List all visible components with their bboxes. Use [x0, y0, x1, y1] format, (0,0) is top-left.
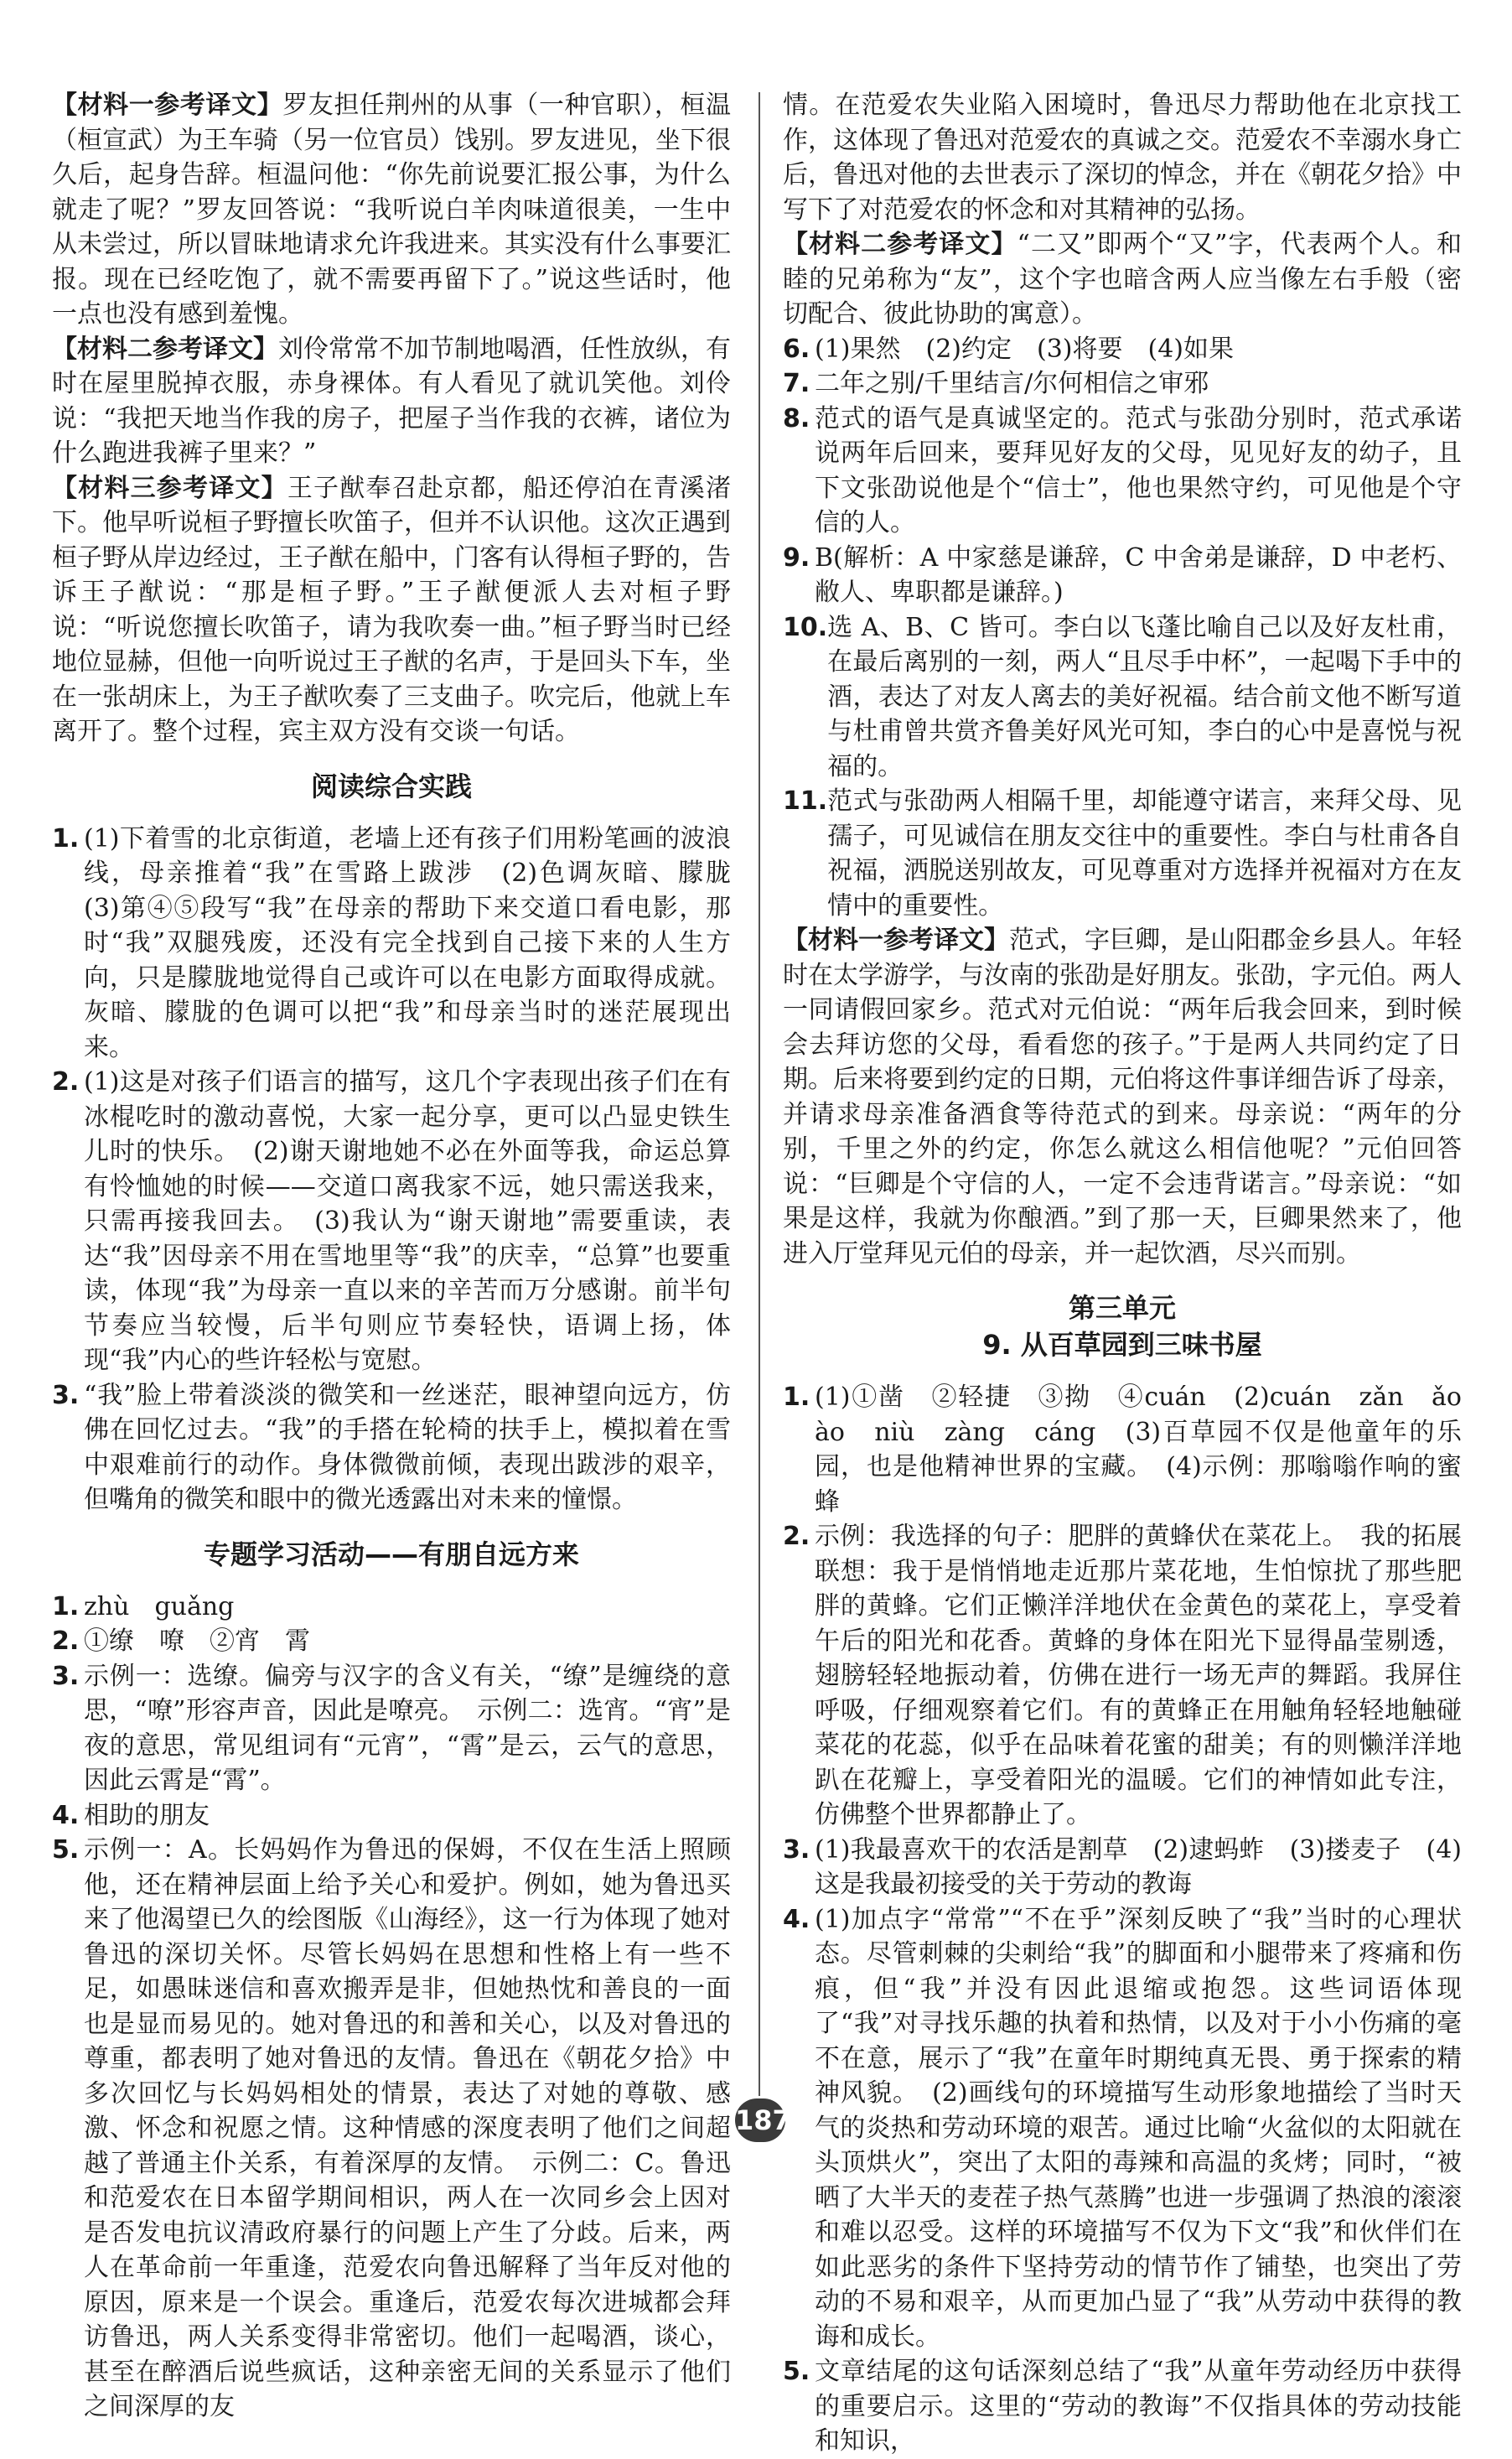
answer-number: 3. [52, 1380, 80, 1410]
answer-text: 二年之别/千里结言/尔何相信之审邪 [815, 369, 1209, 398]
lesson-title: 9. 从百草园到三味书屋 [982, 1329, 1262, 1361]
answer-item [52, 1065, 731, 1378]
answer-number: 4. [783, 1904, 810, 1934]
answer-text: zhù guǎng [84, 1591, 235, 1621]
material-two-translation [52, 332, 731, 471]
answer-number: 2. [52, 1626, 80, 1656]
answer-text: “我”脸上带着淡淡的微笑和一丝迷茫，眼神望向远方，仿佛在回忆过去。“我”的手搭在轮椅的扶手上，模拟着在雪中艰难前行的动作。身体微微前倾，表现出跋涉的艰辛，但嘴角的微笑和眼中的微光透露出对未来的憧憬。 [84, 1380, 731, 1514]
answer-text: ①缭 嘹 ②宵 霄 [84, 1626, 310, 1656]
answer-text: 文章结尾的这句话深刻总结了“我”从童年劳动经历中获得的重要启示。这里的“劳动的教诲”不仅指具体的劳动技能和知识， [815, 2357, 1462, 2456]
answer-item [52, 1659, 731, 1798]
answer-number: 1. [52, 1591, 80, 1621]
answer-text: (1)①凿 ②轻捷 ③拗 ④cuán (2)cuán zǎn ǎo ào niù zàng cáng (3)百草园不仅是他童年的乐园，也是他精神世界的宝藏。 (4)示例：那嗡嗡作响的蜜蜂 [815, 1383, 1487, 1517]
continued-text: 情。在范爱农失业陷入困境时，鲁迅尽力帮助他在北京找工作，这体现了鲁迅对范爱农的真诚之交。范爱农不幸溺水身亡后，鲁迅对他的去世表示了深切的悼念，并在《朝花夕拾》中写下了对范爱农的怀念和对其精神的弘扬。 [783, 91, 1462, 225]
answer-item [52, 822, 756, 1066]
material-tag: 【材料二参考译文】 [52, 334, 278, 364]
answer-item [783, 402, 1462, 541]
answer-item [52, 1624, 731, 1659]
answer-item [783, 541, 1462, 610]
answer-number: 5. [783, 2357, 810, 2386]
section-title-thematic-activity: 专题学习活动——有朋自远方来 [203, 1538, 579, 1570]
answer-number: 5. [52, 1835, 80, 1865]
answer-text: 相助的朋友 [84, 1800, 210, 1830]
answer-text: (1)加点字“常常”“不在乎”深刻反映了“我”当时的心理状态。尽管刺棘的尖刺给“我”的脚面和小腿带来了疼痛和伤痕，但“我”并没有因此退缩或抱怨。这些词语体现了“我”对寻找乐趣的执着和热情，以及对于小小伤痛的毫不在意，展示了“我”在童年时期纯真无畏、勇于探索的精神风貌。 (2)画线句的环境描写生动形象地描绘了当时天气的炎热和劳动环境的艰苦。通过比喻“火盆似的太阳就在头顶烘火”，突出了太阳的毒辣和高温的炙烤；同时，“被晒了大半天的麦茬子热气蒸腾”也进一步强调了热浪的滚滚和难以忍受。这样的环境描写不仅为下文“我”和伙伴们在如此恶劣的条件下坚持劳动的情节作了铺垫，也突出了劳动的不易和艰辛，从而更加凸显了“我”从劳动中获得的教诲和成长。 [815, 1904, 1462, 2352]
answer-item [52, 1798, 731, 1834]
answer-item [783, 1519, 1462, 1833]
answer-number: 4. [52, 1800, 80, 1830]
column-divider [759, 92, 760, 2096]
answer-text: B(解析：A 中家慈是谦辞，C 中舍弟是谦辞，D 中老朽、敝人、卑职都是谦辞。) [815, 542, 1462, 607]
material-text: “二又”即两个“又”字，代表两个人。和睦的兄弟称为“友”，这个字也暗含两人应当像左右手般（密切配合、彼此协助的寓意）。 [783, 230, 1462, 329]
answer-text: 范式的语气是真诚坚定的。范式与张劭分别时，范式承诺说两年后回来，要拜见好友的父母，见见好友的幼子，且下文张劭说他是个“信士”，他也果然守约，可见他是个守信的人。 [815, 403, 1462, 537]
answer-number: 6. [783, 334, 810, 364]
answer-number: 2. [783, 1522, 810, 1551]
material-text: 刘伶常常不加节制地喝酒，任性放纵，有时在屋里脱掉衣服，赤身裸体。有人看见了就讥笑他。刘伶说：“我把天地当作我的房子，把屋子当作我的衣裤，诸位为什么跑进我裤子里来？” [52, 334, 731, 468]
answer-item [52, 1378, 731, 1517]
answer-item [783, 784, 1462, 923]
answer-item [52, 1590, 731, 1625]
answer-item [783, 2354, 1462, 2459]
material-three-translation [52, 471, 731, 750]
left-column [52, 88, 756, 2425]
material-one-translation [52, 88, 731, 332]
section-title-reading-practice: 阅读综合实践 [310, 770, 472, 802]
answer-number: 3. [783, 1834, 810, 1865]
material-two-translation [783, 227, 1462, 332]
material-tag: 【材料一参考译文】 [52, 91, 283, 120]
answer-item [783, 1902, 1462, 2355]
answer-number: 11. [783, 786, 828, 816]
answer-text: (1)果然 (2)约定 (3)将要 (4)如果 [815, 334, 1234, 364]
answer-number: 10. [783, 612, 828, 642]
answer-number: 2. [52, 1067, 80, 1097]
right-column [783, 88, 1487, 2459]
answer-item [783, 366, 1462, 402]
answer-item [52, 1833, 731, 2425]
answer-number: 7. [783, 369, 810, 398]
material-tag: 【材料一参考译文】 [783, 926, 1009, 955]
material-one-translation [783, 923, 1462, 1271]
answer-item [783, 1833, 1462, 1902]
answer-text: (1)下着雪的北京街道，老墙上还有孩子们用粉笔画的波浪线，母亲推着“我”在雪路上跋涉 (2)色调灰暗、朦胧 (3)第④⑤段写“我”在母亲的帮助下来交道口看电影，那时“我”双腿残废，还没有完全找到自己接下来的人生方向，只是朦胧地觉得自己或许可以在电影方面取得成就。灰暗、朦胧的色调可以把“我”和母亲当时的迷茫展现出来。 [84, 823, 756, 1062]
answer-number: 9. [783, 542, 810, 573]
answer-item [783, 1380, 1487, 1519]
answer-number: 3. [52, 1661, 80, 1691]
answer-text: 示例一：选缭。偏旁与汉字的含义有关，“缭”是缠绕的意思，“嘹”形容声音，因此是嘹亮。 示例二：选宵。“宵”是夜的意思，常见组词有“元宵”，“霄”是云，云气的意思，因此云霄是“霄”。 [84, 1661, 731, 1795]
answer-text: 示例：我选择的句子：肥胖的黄蜂伏在菜花上。 我的拓展联想：我于是悄悄地走近那片菜花地，生怕惊扰了那些肥胖的黄蜂。它们正懒洋洋地伏在金黄色的菜花上，享受着午后的阳光和花香。黄蜂的身体在阳光下显得晶莹剔透，翅膀轻轻地振动着，仿佛在进行一场无声的舞蹈。我屏住呼吸，仔细观察着它们。有的黄蜂正在用触角轻轻地触碰菜花的花蕊，似乎在品味着花蜜的甜美；有的则懒洋洋地趴在花瓣上，享受着阳光的温暖。它们的神情如此专注，仿佛整个世界都静止了。 [815, 1522, 1462, 1829]
answer-text: (1)我最喜欢干的农活是割草 (2)逮蚂蚱 (3)搂麦子 (4)这是我最初接受的关于劳动的教诲 [815, 1834, 1462, 1899]
answer-number: 8. [783, 403, 810, 433]
unit-title: 第三单元 [1068, 1292, 1176, 1324]
answer-item [783, 332, 1462, 367]
answer-text: (1)这是对孩子们语言的描写，这几个字表现出孩子们在有冰棍吃时的激动喜悦，大家一起分享，更可以凸显史铁生儿时的快乐。 (2)谢天谢地她不必在外面等我，命运总算有怜恤她的时候——交道口离我家不远，她只需送我来，只需再接我回去。 (3)我认为“谢天谢地”需要重读，表达“我”因母亲不用在雪地里等“我”的庆幸，“总算”也要重读，体现“我”为母亲一直以来的辛苦而万分感谢。前半句节奏应当较慢，后半句则应节奏轻快，语调上扬，体现“我”内心的些许轻松与宽慰。 [84, 1067, 731, 1375]
material-text: 范式，字巨卿，是山阳郡金乡县人。年轻时在太学游学，与汝南的张劭是好朋友。张劭，字元伯。两人一同请假回家乡。范式对元伯说：“两年后我会回来，到时候会去拜访您的父母，看看您的孩子。”于是两人共同约定了日期。后来将要到约定的日期，元伯将这件事详细告诉了母亲，并请求母亲准备酒食等待范式的到来。母亲说：“两年的分别，千里之外的约定，你怎么就这么相信他呢？”元伯回答说：“巨卿是个守信的人，一定不会违背诺言。”母亲说：“如果是这样，我就为你酿酒。”到了那一天，巨卿果然来了，他进入厅堂拜见元伯的母亲，并一起饮酒，尽兴而别。 [783, 926, 1462, 1268]
material-text: 王子猷奉召赴京都，船还停泊在青溪渚下。他早听说桓子野擅长吹笛子，但并不认识他。这次正遇到桓子野从岸边经过，王子猷在船中，门客有认得桓子野的，告诉王子猷说：“那是桓子野。”王子猷便派人去对桓子野说：“听说您擅长吹笛子，请为我吹奏一曲。”桓子野当时已经地位显赫，但他一向听说过王子猷的名声，于是回头下车，坐在一张胡床上，为王子猷吹奏了三支曲子。吹完后，他就上车离开了。整个过程，宾主双方没有交谈一句话。 [52, 473, 732, 746]
answer-text: 范式与张劭两人相隔千里，却能遵守诺言，来拜父母、见孺子，可见诚信在朋友交往中的重要性。李白与杜甫各自祝福，洒脱送别故友，可见尊重对方选择并祝福对方在友情中的重要性。 [827, 786, 1462, 921]
material-text: 罗友担任荆州的从事（一种官职），桓温（桓宣武）为王车骑（另一位官员）饯别。罗友进见，坐下很久后，起身告辞。桓温问他：“你先前说要汇报公事，为什么就走了呢？”罗友回答说：“我听说白羊肉味道很美，一生中从未尝过，所以冒昧地请求允许我进来。其实没有什么事要汇报。现在已经吃饱了，就不需要再留下了。”说这些话时，他一点也没有感到羞愧。 [52, 91, 732, 329]
material-tag: 【材料二参考译文】 [783, 230, 1017, 259]
answer-item [783, 610, 1462, 785]
page-number: 187 [735, 2098, 785, 2142]
answer-text: 选 A、B、C 皆可。李白以飞蓬比喻自己以及好友杜甫，在最后离别的一刻，两人“且尽手中杯”，一起喝下手中的酒，表达了对友人离去的美好祝福。结合前文他不断写道与杜甫曾共赏齐鲁美好风光可知，李白的心中是喜悦与祝福的。 [827, 612, 1462, 781]
answer-number: 1. [52, 823, 80, 853]
material-tag: 【材料三参考译文】 [52, 473, 287, 503]
answer-text: 示例一：A。长妈妈作为鲁迅的保姆，不仅在生活上照顾他，还在精神层面上给予关心和爱护。例如，她为鲁迅买来了他渴望已久的绘图版《山海经》，这一行为体现了她对鲁迅的深切关怀。尽管长妈妈在思想和性格上有一些不足，如愚昧迷信和喜欢搬弄是非，但她热忱和善良的一面也是显而易见的。她对鲁迅的和善和关心，以及对鲁迅的尊重，都表明了她对鲁迅的友情。鲁迅在《朝花夕拾》中多次回忆与长妈妈相处的情景，表达了对她的尊敬、感激、怀念和祝愿之情。这种情感的深度表明了他们之间超越了普通主仆关系，有着深厚的友情。 示例二：C。鲁迅和范爱农在日本留学期间相识，两人在一次同乡会上因对是否发电抗议清政府暴行的问题上产生了分歧。后来，两人在革命前一年重逢，范爱农向鲁迅解释了当年反对他的原因，原来是一个误会。重逢后，范爱农每次进城都会拜访鲁迅，两人关系变得非常密切。他们一起喝酒，谈心，甚至在醉酒后说些疯话，这种亲密无间的关系显示了他们之间深厚的友 [84, 1835, 731, 2421]
answer-number: 1. [783, 1383, 810, 1412]
